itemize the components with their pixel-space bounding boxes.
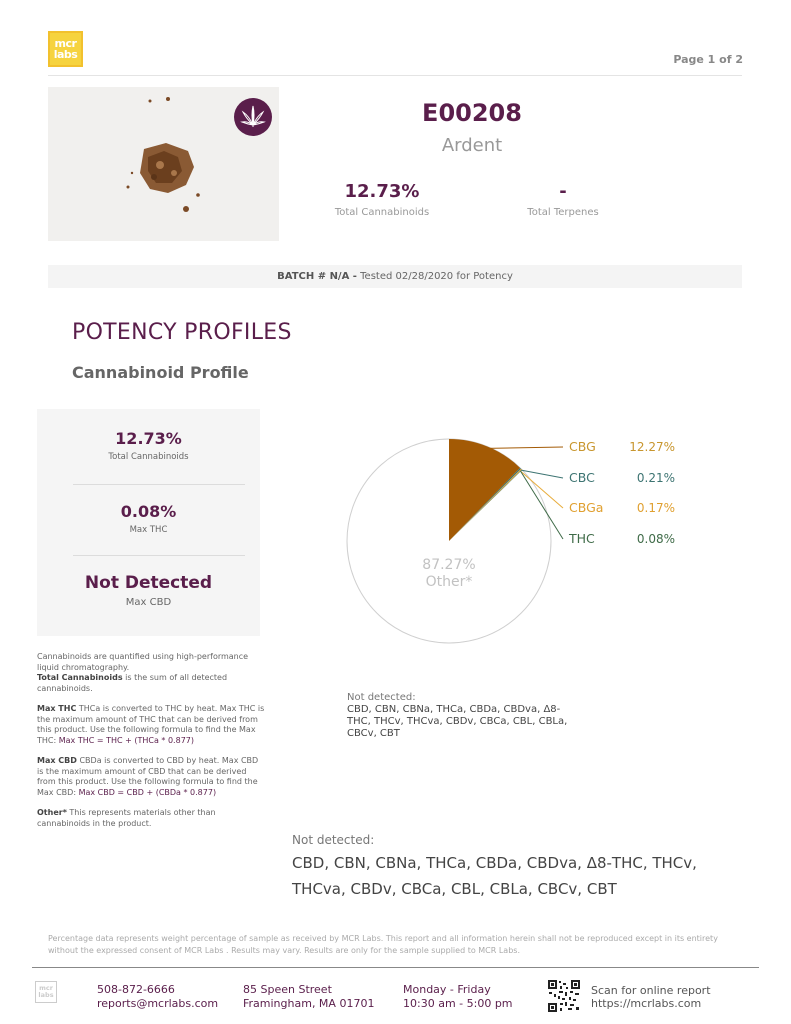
slice-label-cbg: CBG — [569, 439, 596, 454]
summary-max-cbd-value: Not Detected — [84, 573, 213, 593]
footer-address — [243, 983, 374, 1011]
summary-divider — [73, 555, 245, 556]
slice-value-cbc: 0.21% — [636, 471, 675, 485]
tested-date: Tested 02/28/2020 for Potency — [356, 271, 513, 282]
summary-max-cbd-label: Max CBD — [125, 597, 172, 608]
footer-phone[interactable]: 508-872-6666 — [97, 983, 175, 996]
footer-divider — [32, 967, 759, 968]
section-title: POTENCY PROFILES — [72, 320, 292, 345]
total-cannabinoids-label: Total Cannabinoids — [334, 207, 430, 218]
batch-info-bar — [48, 265, 742, 288]
mcr-labs-logo: mcr labs — [48, 31, 83, 67]
header-divider — [48, 75, 742, 76]
qr-code-icon[interactable] — [548, 980, 580, 1012]
footer-days: Monday - Friday — [403, 983, 491, 996]
note-max-thc: Max THC THCa is converted to THC by heat. Max THC is the maximum amount of THC that can be derived from this product. Use the following formula to find the Max THC: Max THC = THC + (THCa * 0.877) — [37, 704, 265, 745]
not-detected-list: CBD, CBN, CBNa, THCa, CBDa, CBDva, Δ8-THC, THCv, THCva, CBDv, CBCa, CBL, CBLa, CBCv, CBT — [347, 704, 568, 739]
slice-value-cbga: 0.17% — [636, 501, 675, 515]
scan-label: Scan for online report — [591, 984, 711, 997]
page-number: Page 1 of 2 — [673, 53, 743, 66]
not-detected-caption: Not detected: — [347, 692, 416, 703]
footer-time: 10:30 am - 5:00 pm — [403, 997, 513, 1010]
sample-photo — [48, 87, 279, 241]
sample-id: E00208 — [422, 99, 522, 127]
batch-number: BATCH # N/A - — [277, 271, 357, 282]
total-terpenes-value: - — [559, 181, 567, 202]
note-max-cbd: Max CBD CBDa is converted to CBD by heat. Max CBD is the maximum amount of CBD that can be derived from this product. Use the following formula to find the Max CBD: Max CBD = CBD + (CBDa * 0.877) — [37, 756, 259, 797]
footer-contact — [97, 983, 218, 1011]
slice-label-cbga: CBGa — [569, 500, 604, 515]
not-detected-caption-large: Not detected: — [292, 833, 375, 847]
footer-city: Framingham, MA 01701 — [243, 997, 375, 1010]
strain-name: Ardent — [441, 135, 503, 156]
cannabinoid-pie-chart — [330, 420, 710, 660]
method-notes — [37, 652, 265, 839]
other-name-label: Other* — [425, 574, 473, 590]
not-detected-list-large: CBD, CBN, CBNa, THCa, CBDa, CBDva, Δ8-THC, THCv, THCva, CBDv, CBCa, CBL, CBLa, CBCv, CBT — [292, 854, 697, 898]
disclaimer: Percentage data represents weight percentage of sample as received by MCR Labs. This report and all information herein shall not be reproduced except in its entirety without the expressed consent of MCR Labs . Results may vary. Results are only for the sample supplied to MCR Labs. — [48, 934, 718, 955]
report-url[interactable]: https://mcrlabs.com — [591, 997, 702, 1010]
slice-label-thc: THC — [569, 531, 595, 546]
note-cannabinoids: Cannabinoids are quantified using high-performance liquid chromatography. Total Cannabinoids is the sum of all detected cannabinoids. — [37, 652, 249, 693]
footer-hours — [403, 983, 513, 1011]
total-terpenes-label: Total Terpenes — [527, 207, 599, 218]
scan-report-text — [591, 984, 711, 1010]
note-other: Other* This represents materials other than cannabinoids in the product. — [37, 808, 216, 828]
cannabis-leaf-icon — [234, 98, 272, 136]
summary-max-thc-label: Max THC — [129, 525, 168, 535]
leader-line-cbg — [487, 447, 563, 448]
summary-divider — [73, 484, 245, 485]
cannabinoid-summary-box — [37, 409, 260, 636]
footer-logo: mcr labs — [35, 981, 57, 1003]
slice-label-cbc: CBC — [569, 470, 595, 485]
summary-total-label: Total Cannabinoids — [108, 452, 189, 462]
summary-max-thc-value: 0.08% — [120, 502, 177, 521]
not-detected-small — [347, 692, 577, 740]
other-value-label: 87.27% — [422, 557, 476, 573]
cannabinoid-profile-title: Cannabinoid Profile — [72, 363, 249, 382]
footer-email[interactable]: reports@mcrlabs.com — [97, 997, 219, 1010]
flower-category-badge — [234, 98, 272, 136]
slice-value-thc: 0.08% — [636, 532, 675, 546]
slice-value-cbg: 12.27% — [629, 440, 675, 454]
summary-total-value: 12.73% — [115, 429, 182, 448]
total-cannabinoids-value: 12.73% — [344, 181, 420, 202]
footer-street: 85 Speen Street — [243, 983, 332, 996]
